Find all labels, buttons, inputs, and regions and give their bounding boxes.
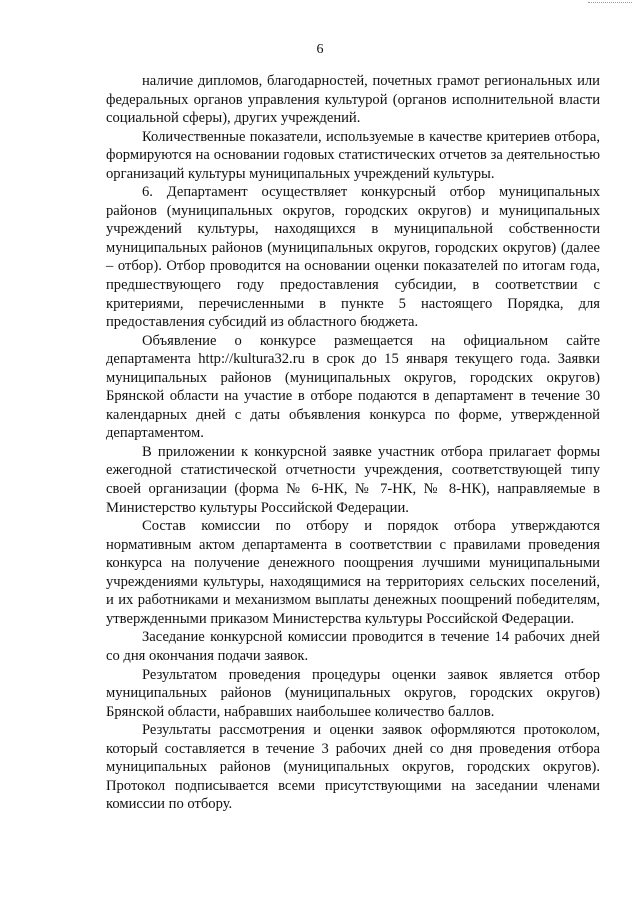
paragraph-diplomas: наличие дипломов, благодарностей, почетных грамот региональных или федеральных органов управления культурой (органов исполнительной власти социальной сферы), других учреждений. — [106, 73, 600, 127]
page-number: 6 — [316, 42, 324, 57]
paragraph-protocol: Результаты рассмотрения и оценки заявок оформляются протоколом, который составляется в течение 3 рабочих дней со дня проведения отбора муниципальных районов (муниципальных округов, городских округов). Протокол подписывается всеми присутствующими на заседании членами комиссии по отбору. — [106, 722, 600, 813]
scan-corner-mark — [588, 2, 632, 4]
paragraph-competitive-selection: 6. Департамент осуществляет конкурсный отбор муниципальных районов (муниципальных округов, городских округов) и муниципальных учреждений культуры, находящихся в муниципальной собственности муниципальных районов (муниципальных округов, городских округов) (далее – отбор). Отбор проводится на основании оценки показателей по итогам года, предшествующего году предоставления субсидии, в соответствии с критериями, перечисленными в пункте 5 настоящего Порядка, для предоставления субсидий из областного бюджета. — [106, 184, 600, 331]
document-body — [106, 72, 600, 814]
paragraph-application-attachments: В приложении к конкурсной заявке участник отбора прилагает формы ежегодной статистической отчетности учреждения, соответствующей типу своей организации (форма № 6-НК, № 7-НК, № 8-НК), направляемые в Министерство культуры Российской Федерации. — [106, 443, 600, 516]
paragraph-quantitative-indicators: Количественные показатели, используемые в качестве критериев отбора, формируются на основании годовых статистических отчетов за деятельностью организаций культуры муниципальных учреждений культуры. — [106, 128, 600, 182]
paragraph-evaluation-result: Результатом проведения процедуры оценки заявок является отбор муниципальных районов (муниципальных округов, городских округов) Брянской области, набравших наибольшее количество баллов. — [106, 666, 600, 720]
paragraph-announcement: Объявление о конкурсе размещается на официальном сайте департамента http://kultura32.ru в срок до 15 января текущего года. Заявки муниципальных районов (муниципальных округов, городских округов) Брянской области на участие в отборе подаются в департамент в течение 30 календарных дней с даты объявления конкурса по форме, утвержденной департаментом. — [106, 332, 600, 442]
paragraph-commission-composition: Состав комиссии по отбору и порядок отбора утверждаются нормативным актом департамента в соответствии с правилами проведения конкурса на получение денежного поощрения лучшими муниципальными учреждениями культуры, находящимися на территориях сельских поселений, и их работниками и механизмом выплаты денежных поощрений победителям, утвержденными приказом Министерства культуры Российской Федерации. — [106, 518, 600, 627]
paragraph-commission-meeting: Заседание конкурсной комиссии проводится в течение 14 рабочих дней со дня окончания подачи заявок. — [106, 629, 600, 664]
